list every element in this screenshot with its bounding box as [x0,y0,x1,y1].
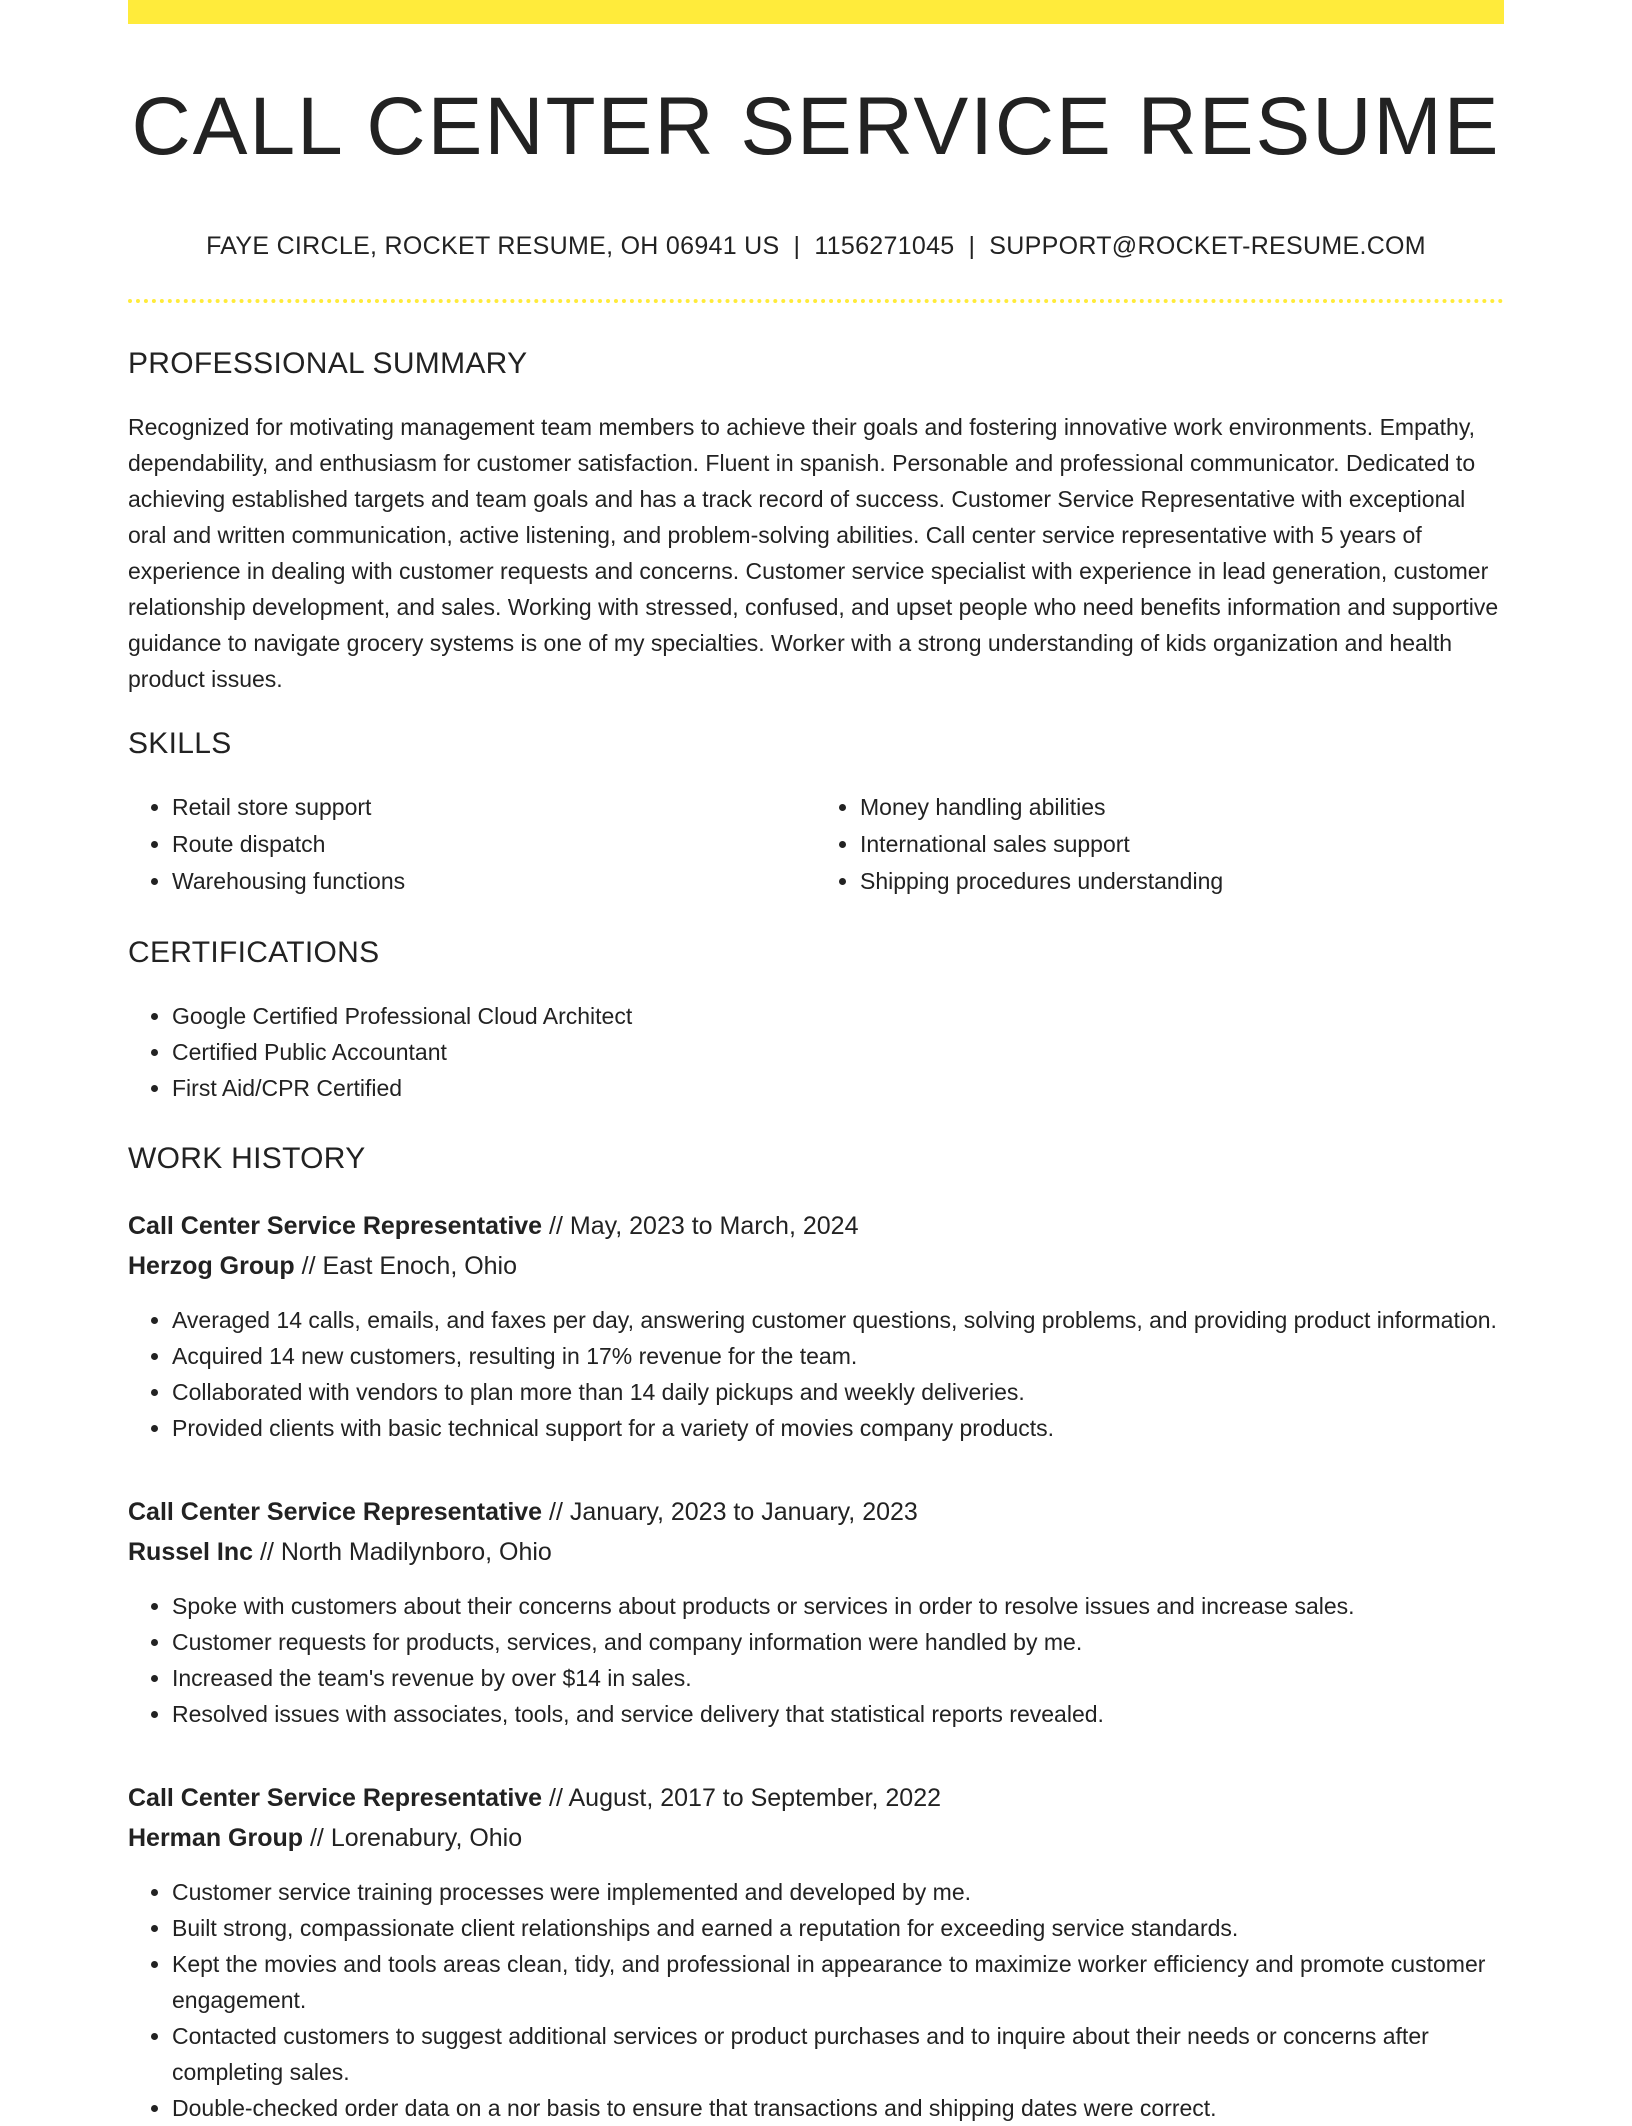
job-dates: // May, 2023 to March, 2024 [549,1212,859,1240]
job-entry [128,1492,1504,1732]
job-bullets [128,1874,1504,2126]
job-title: Call Center Service Representative [128,1784,543,1812]
job-dates: // January, 2023 to January, 2023 [549,1498,918,1526]
skills-columns [128,789,1504,900]
job-title-line [128,1778,1504,1818]
job-location: // North Madilynboro, Ohio [260,1538,552,1566]
certifications-list [128,998,1504,1106]
resume-content [128,0,1504,2126]
certification-item: • Google Certified Professional Cloud Architect [172,998,1504,1034]
dotted-divider [128,299,1504,303]
work-history-section [128,1142,1504,2126]
job-bullet: • Contacted customers to suggest additional services or product purchases and to inquire about their needs or concerns after completing sales. [172,2018,1504,2090]
skill-item: • Shipping procedures understanding [860,863,1504,900]
job-company-line [128,1818,1504,1858]
top-accent-bar [128,0,1504,24]
job-bullet: • Kept the movies and tools areas clean, tidy, and professional in appearance to maximize worker efficiency and promote customer engagement. [172,1946,1504,2018]
skill-item: • Warehousing functions [172,863,816,900]
job-bullets [128,1302,1504,1446]
job-bullet: • Customer service training processes were implemented and developed by me. [172,1874,1504,1910]
job-title: Call Center Service Representative [128,1498,543,1526]
contact-line [128,232,1504,261]
job-entry [128,1778,1504,2126]
job-bullet: • Increased the team's revenue by over $14 in sales. [172,1660,1504,1696]
job-company: Herman Group [128,1824,304,1852]
job-bullets [128,1588,1504,1732]
skill-item: • Money handling abilities [860,789,1504,826]
job-bullet: • Collaborated with vendors to plan more than 14 daily pickups and weekly deliveries. [172,1374,1504,1410]
job-bullet: • Customer requests for products, services, and company information were handled by me. [172,1624,1504,1660]
certifications-section [128,936,1504,1106]
job-location: // East Enoch, Ohio [301,1252,518,1280]
job-bullet: • Built strong, compassionate client relationships and earned a reputation for exceeding service standards. [172,1910,1504,1946]
skill-item: • International sales support [860,826,1504,863]
job-company: Herzog Group [128,1252,295,1280]
certification-item: • Certified Public Accountant [172,1034,1504,1070]
job-company-line [128,1532,1504,1572]
work-history-heading: WORK HISTORY [128,1142,366,1175]
skills-right-list [816,789,1504,900]
summary-heading: PROFESSIONAL SUMMARY [128,347,528,380]
resume-title: CALL CENTER SERVICE RESUME [131,81,1501,172]
skills-section [128,727,1504,900]
contact-phone: 1156271045 [814,232,955,260]
contact-separator: | [793,232,801,260]
skill-item: • Retail store support [172,789,816,826]
job-location: // Lorenabury, Ohio [309,1824,523,1852]
skill-item: • Route dispatch [172,826,816,863]
contact-address: FAYE CIRCLE, ROCKET RESUME, OH 06941 US [206,232,780,260]
certifications-heading: CERTIFICATIONS [128,936,380,969]
contact-email: SUPPORT@ROCKET-RESUME.COM [989,232,1426,260]
contact-separator: | [968,232,976,260]
job-title-line [128,1492,1504,1532]
job-title: Call Center Service Representative [128,1212,543,1240]
job-bullet: • Averaged 14 calls, emails, and faxes per day, answering customer questions, solving problems, and providing product information. [172,1302,1504,1338]
job-bullet: • Acquired 14 new customers, resulting in 17% revenue for the team. [172,1338,1504,1374]
job-title-line [128,1206,1504,1246]
job-bullet: • Spoke with customers about their concerns about products or services in order to resolve issues and increase sales. [172,1588,1504,1624]
job-bullet: • Double-checked order data on a nor basis to ensure that transactions and shipping dates were correct. [172,2090,1504,2126]
skills-left-list [128,789,816,900]
certification-item: • First Aid/CPR Certified [172,1070,1504,1106]
summary-text: Recognized for motivating management team members to achieve their goals and fostering innovative work environments. Empathy, dependability, and enthusiasm for customer satisfaction. Fluent in spanish. Personable and professional communicator. Dedicated to achieving established targets and team goals and has a track record of success. Customer Service Representative with exceptional oral and written communication, active listening, and problem-solving abilities. Call center service representative with 5 years of experience in dealing with customer requests and concerns. Customer service specialist with experience in lead generation, customer relationship development, and sales. Working with stressed, confused, and upset people who need benefits information and supportive guidance to navigate grocery systems is one of my specialties. Worker with a strong understanding of kids organization and health product issues. [128,414,1499,692]
job-company-line [128,1246,1504,1286]
skills-heading: SKILLS [128,727,232,760]
job-bullet: • Resolved issues with associates, tools, and service delivery that statistical reports revealed. [172,1696,1504,1732]
job-entry [128,1206,1504,1446]
professional-summary-section [128,347,1504,697]
job-dates: // August, 2017 to September, 2022 [549,1784,942,1812]
job-bullet: • Provided clients with basic technical support for a variety of movies company products. [172,1410,1504,1446]
job-company: Russel Inc [128,1538,254,1566]
